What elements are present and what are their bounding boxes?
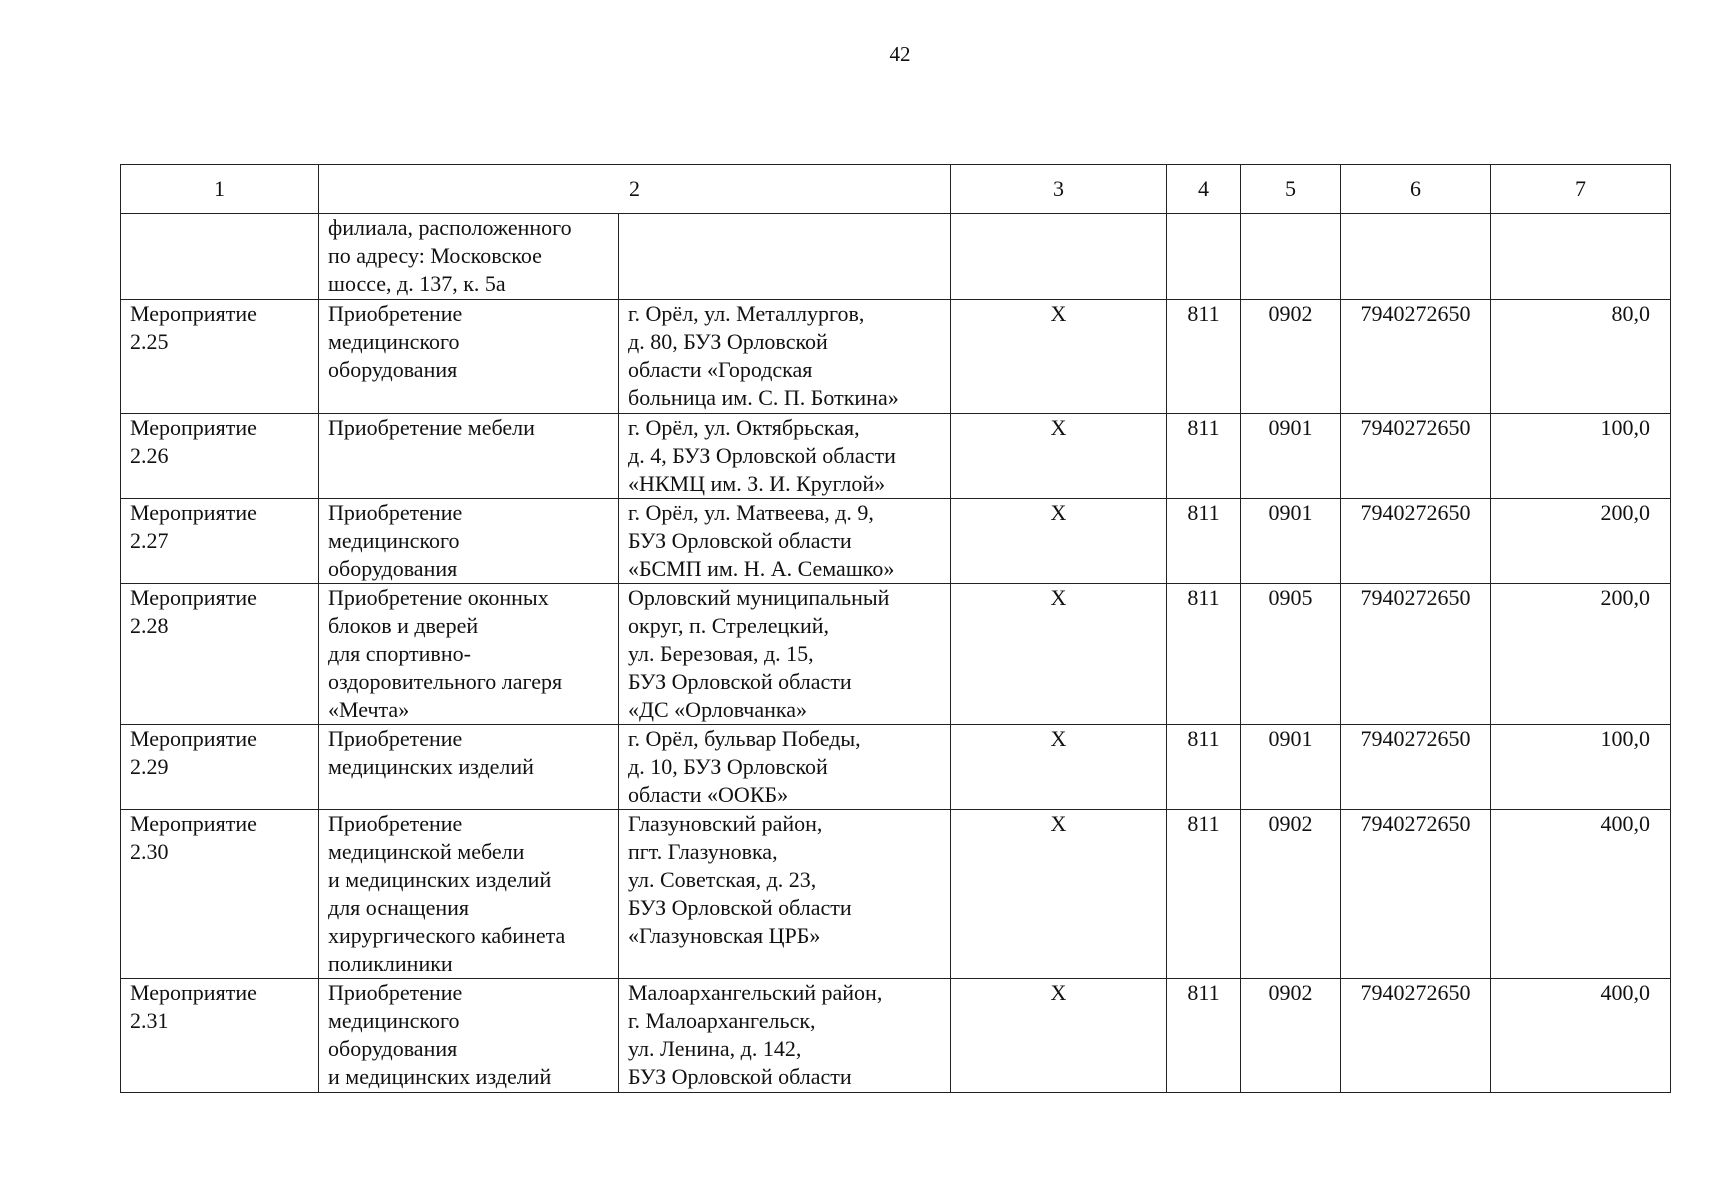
purpose-cell bbox=[319, 499, 619, 584]
address-cell-line: округ, п. Стрелецкий, bbox=[628, 613, 829, 638]
col7-cell: 200,0 bbox=[1491, 584, 1671, 725]
address-cell bbox=[619, 725, 951, 810]
purpose-cell-line: поликлиники bbox=[328, 951, 453, 976]
address-cell-line: д. 10, БУЗ Орловской bbox=[628, 754, 828, 779]
col6-cell: 7940272650 bbox=[1341, 300, 1491, 414]
address-cell bbox=[619, 300, 951, 414]
continuation-row bbox=[121, 214, 1671, 300]
purpose-cell-line: медицинской мебели bbox=[328, 839, 525, 864]
col5-cell: 0902 bbox=[1241, 810, 1341, 979]
col5-cell: 0902 bbox=[1241, 979, 1341, 1093]
purpose-cell bbox=[319, 300, 619, 414]
event-cell-line: Мероприятие bbox=[130, 585, 257, 610]
address-cell-line: БУЗ Орловской области bbox=[628, 1064, 852, 1089]
purpose-cell bbox=[319, 725, 619, 810]
address-cell bbox=[619, 810, 951, 979]
table-row bbox=[121, 810, 1671, 979]
col6-cell: 7940272650 bbox=[1341, 584, 1491, 725]
event-cell-line: 2.25 bbox=[130, 329, 169, 354]
col5-cell: 0901 bbox=[1241, 414, 1341, 499]
continuation-col7 bbox=[1491, 214, 1671, 300]
col5-cell: 0901 bbox=[1241, 499, 1341, 584]
address-cell-line: ул. Ленина, д. 142, bbox=[628, 1036, 802, 1061]
header-col-6: 6 bbox=[1341, 165, 1491, 214]
purpose-cell-line: Приобретение bbox=[328, 811, 463, 836]
continuation-col3 bbox=[951, 214, 1167, 300]
address-cell-line: г. Малоархангельск, bbox=[628, 1008, 816, 1033]
purpose-cell-line: медицинского bbox=[328, 1008, 460, 1033]
event-cell-line: Мероприятие bbox=[130, 726, 257, 751]
event-cell bbox=[121, 499, 319, 584]
purpose-cell-line: Приобретение bbox=[328, 500, 463, 525]
header-col-2: 2 bbox=[319, 165, 951, 214]
col4-cell: 811 bbox=[1167, 414, 1241, 499]
continuation-col6 bbox=[1341, 214, 1491, 300]
col3-cell: X bbox=[951, 810, 1167, 979]
col6-cell: 7940272650 bbox=[1341, 979, 1491, 1093]
table-row bbox=[121, 414, 1671, 499]
address-cell bbox=[619, 584, 951, 725]
col3-cell: X bbox=[951, 979, 1167, 1093]
purpose-cell bbox=[319, 414, 619, 499]
col7-cell: 100,0 bbox=[1491, 725, 1671, 810]
event-cell-line: Мероприятие bbox=[130, 301, 257, 326]
purpose-cell-line: Приобретение bbox=[328, 980, 463, 1005]
address-cell bbox=[619, 979, 951, 1093]
address-cell-line: г. Орёл, ул. Матвеева, д. 9, bbox=[628, 500, 874, 525]
address-cell-line: БУЗ Орловской области bbox=[628, 895, 852, 920]
continuation-address bbox=[619, 214, 951, 300]
col7-cell: 400,0 bbox=[1491, 810, 1671, 979]
continuation-col5 bbox=[1241, 214, 1341, 300]
purpose-cell-line: блоков и дверей bbox=[328, 613, 479, 638]
header-row bbox=[121, 165, 1671, 214]
event-cell bbox=[121, 414, 319, 499]
continuation-purpose bbox=[319, 214, 619, 300]
col3-cell: X bbox=[951, 499, 1167, 584]
col6-cell: 7940272650 bbox=[1341, 810, 1491, 979]
col5-cell: 0901 bbox=[1241, 725, 1341, 810]
address-cell-line: области «Городская bbox=[628, 357, 813, 382]
address-cell-line: г. Орёл, ул. Октябрьская, bbox=[628, 415, 860, 440]
col3-cell: X bbox=[951, 300, 1167, 414]
events-table bbox=[120, 164, 1671, 1093]
purpose-cell bbox=[319, 584, 619, 725]
event-cell-line: Мероприятие bbox=[130, 811, 257, 836]
header-col-5: 5 bbox=[1241, 165, 1341, 214]
purpose-cell-line: «Мечта» bbox=[328, 697, 410, 722]
purpose-cell-line: и медицинских изделий bbox=[328, 1064, 552, 1089]
table-row bbox=[121, 725, 1671, 810]
col7-cell: 400,0 bbox=[1491, 979, 1671, 1093]
col5-cell: 0902 bbox=[1241, 300, 1341, 414]
header-col-7: 7 bbox=[1491, 165, 1671, 214]
event-cell-line: 2.30 bbox=[130, 839, 169, 864]
purpose-cell-line: оборудования bbox=[328, 1036, 458, 1061]
continuation-line: по адресу: Московское bbox=[328, 243, 542, 268]
address-cell-line: д. 4, БУЗ Орловской области bbox=[628, 443, 896, 468]
address-cell bbox=[619, 414, 951, 499]
address-cell bbox=[619, 499, 951, 584]
address-cell-line: Глазуновский район, bbox=[628, 811, 823, 836]
event-cell bbox=[121, 584, 319, 725]
purpose-cell-line: для оснащения bbox=[328, 895, 470, 920]
address-cell-line: БУЗ Орловской области bbox=[628, 669, 852, 694]
event-cell-line: 2.26 bbox=[130, 443, 169, 468]
event-cell-line: 2.29 bbox=[130, 754, 169, 779]
address-cell-line: Малоархангельский район, bbox=[628, 980, 883, 1005]
event-cell-line: Мероприятие bbox=[130, 980, 257, 1005]
address-cell-line: «БСМП им. Н. А. Семашко» bbox=[628, 556, 895, 581]
col4-cell: 811 bbox=[1167, 979, 1241, 1093]
event-cell bbox=[121, 300, 319, 414]
address-cell-line: д. 80, БУЗ Орловской bbox=[628, 329, 828, 354]
col3-cell: X bbox=[951, 584, 1167, 725]
col7-cell: 80,0 bbox=[1491, 300, 1671, 414]
continuation-col1 bbox=[121, 214, 319, 300]
page-number: 42 bbox=[889, 42, 911, 66]
address-cell-line: пгт. Глазуновка, bbox=[628, 839, 778, 864]
col7-cell: 200,0 bbox=[1491, 499, 1671, 584]
event-cell bbox=[121, 979, 319, 1093]
purpose-cell-line: Приобретение мебели bbox=[328, 415, 535, 440]
table-row bbox=[121, 499, 1671, 584]
purpose-cell-line: медицинского bbox=[328, 528, 460, 553]
event-cell bbox=[121, 810, 319, 979]
event-cell-line: 2.27 bbox=[130, 528, 169, 553]
continuation-line: шоссе, д. 137, к. 5а bbox=[328, 271, 506, 296]
purpose-cell-line: для спортивно- bbox=[328, 641, 471, 666]
event-cell-line: Мероприятие bbox=[130, 500, 257, 525]
address-cell-line: «Глазуновская ЦРБ» bbox=[628, 923, 821, 948]
col4-cell: 811 bbox=[1167, 300, 1241, 414]
purpose-cell-line: медицинского bbox=[328, 329, 460, 354]
purpose-cell-line: оборудования bbox=[328, 357, 458, 382]
header-col-1: 1 bbox=[121, 165, 319, 214]
continuation-line: филиала, расположенного bbox=[328, 215, 572, 240]
purpose-cell bbox=[319, 979, 619, 1093]
purpose-cell-line: Приобретение bbox=[328, 726, 463, 751]
address-cell-line: ул. Советская, д. 23, bbox=[628, 867, 817, 892]
purpose-cell-line: хирургического кабинета bbox=[328, 923, 566, 948]
col4-cell: 811 bbox=[1167, 499, 1241, 584]
table-row bbox=[121, 300, 1671, 414]
col3-cell: X bbox=[951, 725, 1167, 810]
address-cell-line: больница им. С. П. Боткина» bbox=[628, 385, 899, 410]
col4-cell: 811 bbox=[1167, 584, 1241, 725]
address-cell-line: ул. Березовая, д. 15, bbox=[628, 641, 814, 666]
purpose-cell bbox=[319, 810, 619, 979]
event-cell bbox=[121, 725, 319, 810]
table-row bbox=[121, 584, 1671, 725]
col6-cell: 7940272650 bbox=[1341, 414, 1491, 499]
address-cell-line: Орловский муниципальный bbox=[628, 585, 890, 610]
address-cell-line: области «ООКБ» bbox=[628, 782, 789, 807]
event-cell-line: 2.31 bbox=[130, 1008, 169, 1033]
col4-cell: 811 bbox=[1167, 810, 1241, 979]
address-cell-line: г. Орёл, бульвар Победы, bbox=[628, 726, 861, 751]
address-cell-line: г. Орёл, ул. Металлургов, bbox=[628, 301, 865, 326]
continuation-col4 bbox=[1167, 214, 1241, 300]
col3-cell: X bbox=[951, 414, 1167, 499]
event-cell-line: 2.28 bbox=[130, 613, 169, 638]
purpose-cell-line: Приобретение оконных bbox=[328, 585, 549, 610]
purpose-cell-line: Приобретение bbox=[328, 301, 463, 326]
purpose-cell-line: оборудования bbox=[328, 556, 458, 581]
event-cell-line: Мероприятие bbox=[130, 415, 257, 440]
purpose-cell-line: оздоровительного лагеря bbox=[328, 669, 563, 694]
col4-cell: 811 bbox=[1167, 725, 1241, 810]
header-col-4: 4 bbox=[1167, 165, 1241, 214]
purpose-cell-line: медицинских изделий bbox=[328, 754, 534, 779]
purpose-cell-line: и медицинских изделий bbox=[328, 867, 552, 892]
address-cell-line: «ДС «Орловчанка» bbox=[628, 697, 808, 722]
col6-cell: 7940272650 bbox=[1341, 499, 1491, 584]
header-col-3: 3 bbox=[951, 165, 1167, 214]
table-row bbox=[121, 979, 1671, 1093]
col5-cell: 0905 bbox=[1241, 584, 1341, 725]
address-cell-line: БУЗ Орловской области bbox=[628, 528, 852, 553]
address-cell-line: «НКМЦ им. З. И. Круглой» bbox=[628, 471, 886, 496]
col6-cell: 7940272650 bbox=[1341, 725, 1491, 810]
col7-cell: 100,0 bbox=[1491, 414, 1671, 499]
